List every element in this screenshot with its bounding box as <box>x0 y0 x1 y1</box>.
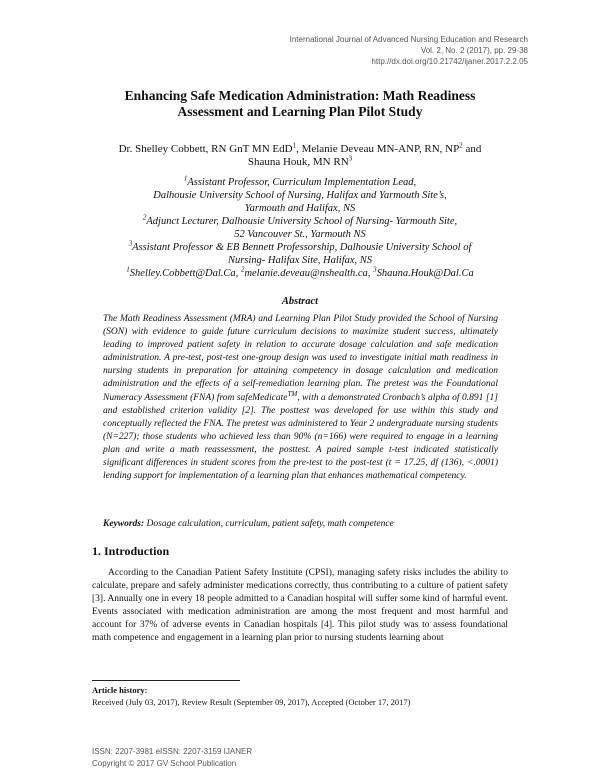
affiliation-2-text: Adjunct Lecturer, Dalhousie University School of Nursing- Yarmouth Site, <box>146 216 458 227</box>
affiliation-3-line-1 <box>70 241 530 254</box>
affiliation-1-line-1 <box>70 176 530 189</box>
article-history-text: Received (July 03, 2017), Review Result (September 09, 2017), Accepted (October 17, 2017) <box>92 697 411 707</box>
title-line-1: Enhancing Safe Medication Administration: Math Readiness <box>124 88 476 103</box>
affiliation-2-line-2: 52 Vancouver St., Yarmouth NS <box>234 229 366 240</box>
footnote-divider <box>92 680 240 681</box>
author-conjunction: and <box>462 143 482 155</box>
author-list <box>60 143 540 169</box>
author-1: Dr. Shelley Cobbett, RN GnT MN EdD <box>118 143 293 155</box>
email-3-sup: 3 <box>373 265 377 274</box>
affiliation-3-line-2: Nursing- Halifax Site, Halifax, NS <box>227 255 373 266</box>
abstract-part-2: , with a demonstrated Cronbach’s alpha of 0.891 [1] and established criterion validity [2]. The posttest was developed for use within this study and conceptually reflected the FNA. The pretest was administered to Year 2 undergraduate nursing students (N=227); those students who achieved less than 90% (n=166) were required to engage in a learning plan and write a math reassessment, the posttest. A paired sample t-test indicated statistically significant differences in student scores from the pre-test to the post-test (t = 17.25, df (136), <.0001) lending support for implementation of a learning plan that enhances mathematical competency. <box>103 392 498 482</box>
affiliation-3-sup: 3 <box>128 239 133 248</box>
doi-link[interactable]: http://dx.doi.org/10.21742/ijaner.2017.2.2.05 <box>371 57 528 66</box>
title-line-2: Assessment and Learning Plan Pilot Study <box>177 104 423 119</box>
affiliation-1-line-3: Yarmouth and Halifax, NS <box>244 203 356 214</box>
author-2-sup: 2 <box>459 141 463 150</box>
keywords <box>103 519 503 529</box>
email-3[interactable]: Shauna.Houk@Dal.Ca <box>376 268 474 279</box>
abstract-heading: Abstract <box>281 296 319 307</box>
author-3: Shauna Houk, MN RN <box>247 156 349 168</box>
copyright-line: Copyright © 2017 GV School Publication <box>92 759 237 768</box>
trademark-sup: TM <box>287 389 298 398</box>
abstract-text <box>103 313 498 483</box>
journal-name: International Journal of Advanced Nursing Education and Research <box>289 35 528 44</box>
affiliation-3-text: Assistant Professor & EB Bennett Professorship, Dalhousie University School of <box>132 242 472 253</box>
author-emails <box>70 267 530 280</box>
email-1[interactable]: Shelley.Cobbett@Dal.Ca, <box>129 268 241 279</box>
affiliation-2-line-1 <box>70 215 530 228</box>
volume-pages: Vol. 2, No. 2 (2017), pp. 29-38 <box>420 46 528 55</box>
introduction-text: According to the Canadian Patient Safety Institute (CPSI), managing safety risks includes the ability to calculate, prepare and safely administer medications correctly, thus contributing to a culture of patient safety [3]. Annually one in every 18 people admitted to a Canadian hospital will suffer some kind of harmful event. Events associated with medication administration are among the most frequent and most harmful and account for 37% of adverse events in Canadian hospitals [4]. This pilot study was to assess foundational math competence and engagement in a learning plan prior to nursing students learning about <box>92 568 508 643</box>
email-2[interactable]: melanie.deveau@nshealth.ca, <box>244 268 374 279</box>
abstract-part-1: The Math Readiness Assessment (MRA) and Learning Plan Pilot Study provided the School of Nursing (SON) with evidence to guide future curriculum decisions to maximize student success, ultimately leading to improved patient safety in relation to accurate dosage calculation and safe medication administration. A pre-test, post-test one-group design was used to investigate initial math readiness in nursing students in preparation for attaining competency in dosage calculation and medication administration and the effects of a self-remediation learning plan. The pretest was the Foundational Numeracy Assessment (FNA) from safeMedicate <box>103 314 498 403</box>
author-1-sup: 1 <box>292 141 297 150</box>
issn-line: ISSN: 2207-3981 eISSN: 2207-3159 IJANER <box>92 747 253 756</box>
author-3-sup: 3 <box>348 154 353 163</box>
affiliations <box>70 176 530 280</box>
affiliation-2-sup: 2 <box>142 213 147 222</box>
email-1-sup: 1 <box>126 265 130 274</box>
affiliation-1-text: Assistant Professor, Curriculum Implementation Lead, <box>187 177 417 188</box>
affiliation-1-line-2: Dalhousie University School of Nursing, Halifax and Yarmouth Site’s, <box>153 190 447 201</box>
paper-title <box>60 88 540 120</box>
keywords-text: Dosage calculation, curriculum, patient safety, math competence <box>144 519 394 529</box>
affiliation-1-sup: 1 <box>183 174 188 183</box>
author-2: , Melanie Deveau MN-ANP, RN, NP <box>296 143 460 155</box>
article-history-heading: Article history: <box>92 685 148 695</box>
email-2-sup: 2 <box>240 265 245 274</box>
section-heading-introduction: 1. Introduction <box>92 544 170 558</box>
keywords-label: Keywords: <box>103 519 145 529</box>
